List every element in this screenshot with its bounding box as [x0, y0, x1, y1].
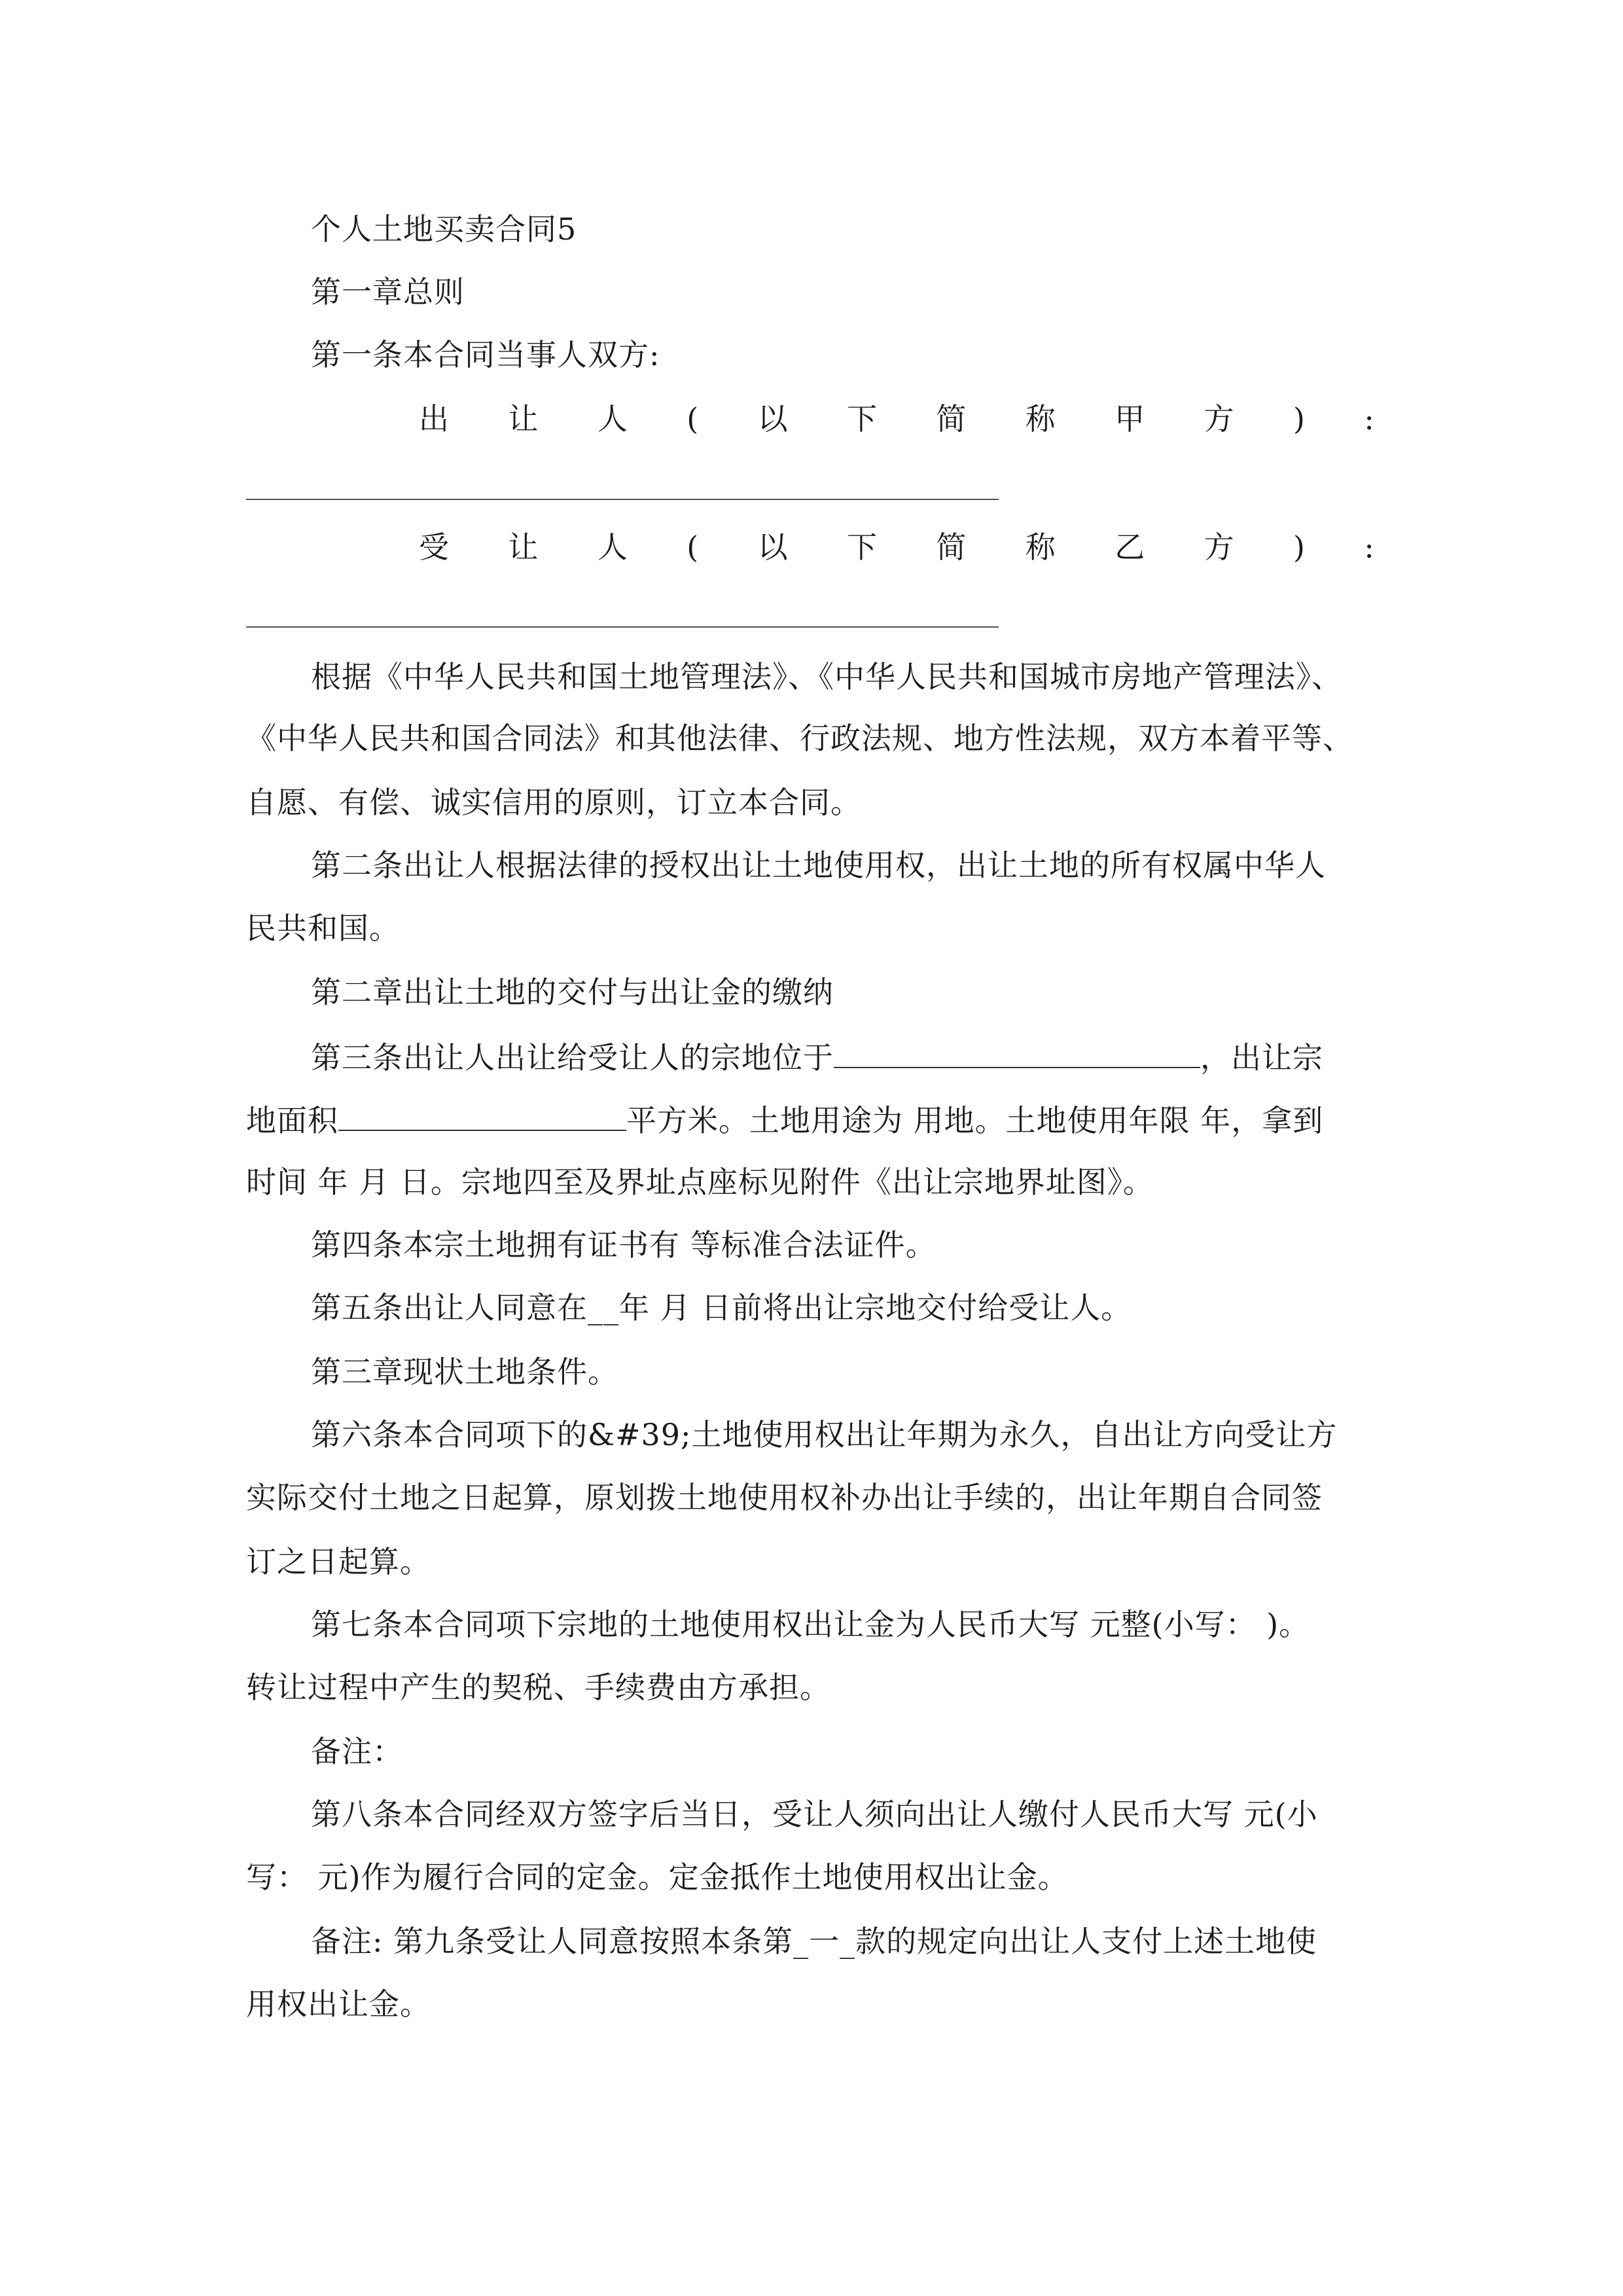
article-3-text: 第三条出让人出让给受让人的宗地位于: [311, 1040, 834, 1075]
chapter-2-heading: 第二章出让土地的交付与出让金的缴纳: [311, 975, 834, 1010]
transferee-char: :: [1364, 529, 1374, 565]
article-1: 第一条本合同当事人双方:: [311, 337, 660, 372]
article-6-line: 实际交付土地之日起算，原划拨土地使用权补办出让手续的，出让年期自合同签: [246, 1480, 1323, 1515]
transferee-char: 受: [419, 529, 449, 565]
transferor-char: 让: [508, 401, 539, 437]
transferor-char: 下: [846, 401, 877, 437]
transferor-char: 出: [419, 401, 449, 437]
document-title: 个人土地买卖合同5: [311, 211, 577, 247]
preamble-line: 《中华人民共和国合同法》和其他法律、行政法规、地方性法规，双方本着平等、: [246, 721, 1353, 756]
transferee-char: 方: [1204, 529, 1234, 565]
transferor-char: :: [1364, 401, 1374, 437]
article-6-line: 订之日起算。: [246, 1544, 431, 1579]
article-3-text: 平方米。土地用途为 用地。土地使用年限 年，拿到: [626, 1103, 1324, 1138]
transferee-char: 下: [846, 529, 877, 565]
article-7-line: 转让过程中产生的契税、手续费由方承担。: [246, 1670, 830, 1705]
chapter-1-heading: 第一章总则: [311, 274, 465, 310]
article-8-line: 第八条本合同经双方签字后当日，受让人须向出让人缴付人民币大写 元(小: [311, 1797, 1318, 1832]
article-3-text: ，出让宗: [1200, 1040, 1323, 1075]
article-3-line3: 时间 年 月 日。宗地四至及界址点座标见附件《出让宗地界址图》。: [246, 1164, 1154, 1200]
article-3-line2: [246, 1100, 1323, 1139]
article-9-line: 用权出让金。: [246, 1986, 431, 2022]
transferor-char: 称: [1025, 401, 1056, 437]
article-4: 第四条本宗土地拥有证书有 等标准合法证件。: [311, 1227, 936, 1263]
transferee-char: 人: [597, 529, 628, 565]
transferee-char: 让: [508, 529, 539, 565]
transferor-blank-line: [246, 499, 999, 500]
transferee-char: ): [1293, 529, 1305, 565]
note-1: 备注：: [311, 1734, 403, 1769]
article-8-line: 写： 元)作为履行合同的定金。定金抵作土地使用权出让金。: [246, 1859, 1069, 1895]
transferor-char: 人: [597, 401, 628, 437]
transferee-char: (: [687, 529, 699, 565]
area-blank: [338, 1100, 626, 1131]
transferor-char: 以: [757, 401, 788, 437]
transferee-line: [419, 529, 1374, 565]
transferor-char: 甲: [1115, 401, 1145, 437]
transferor-char: ): [1293, 401, 1305, 437]
article-2-line: 民共和国。: [246, 910, 400, 946]
article-5: 第五条出让人同意在__年 月 日前将出让宗地交付给受让人。: [311, 1290, 1132, 1325]
article-9-line: 备注: 第九条受让人同意按照本条第_一_款的规定向出让人支付上述土地使: [311, 1924, 1317, 1959]
transferor-char: 简: [936, 401, 967, 437]
transferee-char: 简: [936, 529, 967, 565]
article-2-line: 第二条出让人根据法律的授权出让土地使用权，出让土地的所有权属中华人: [311, 848, 1326, 883]
location-blank: [834, 1037, 1200, 1068]
article-7-line: 第七条本合同项下宗地的土地使用权出让金为人民币大写 元整(小写： )。: [311, 1607, 1310, 1642]
article-3-line1: [311, 1037, 1323, 1076]
transferee-char: 乙: [1115, 529, 1145, 565]
transferee-char: 以: [757, 529, 788, 565]
transferee-char: 称: [1025, 529, 1056, 565]
preamble-line: 自愿、有偿、诚实信用的原则，订立本合同。: [246, 785, 861, 820]
transferor-char: (: [687, 401, 699, 437]
article-3-text: 地面积: [246, 1103, 338, 1138]
transferee-blank-line: [246, 626, 999, 628]
chapter-3-heading: 第三章现状土地条件。: [311, 1354, 618, 1390]
transferor-char: 方: [1204, 401, 1234, 437]
article-6-line: 第六条本合同项下的&#39;土地使用权出让年期为永久，自出让方向受让方: [311, 1417, 1338, 1452]
transferor-line: [419, 401, 1374, 437]
preamble-line: 根据《中华人民共和国土地管理法》、《中华人民共和国城市房地产管理法》、: [311, 659, 1342, 694]
